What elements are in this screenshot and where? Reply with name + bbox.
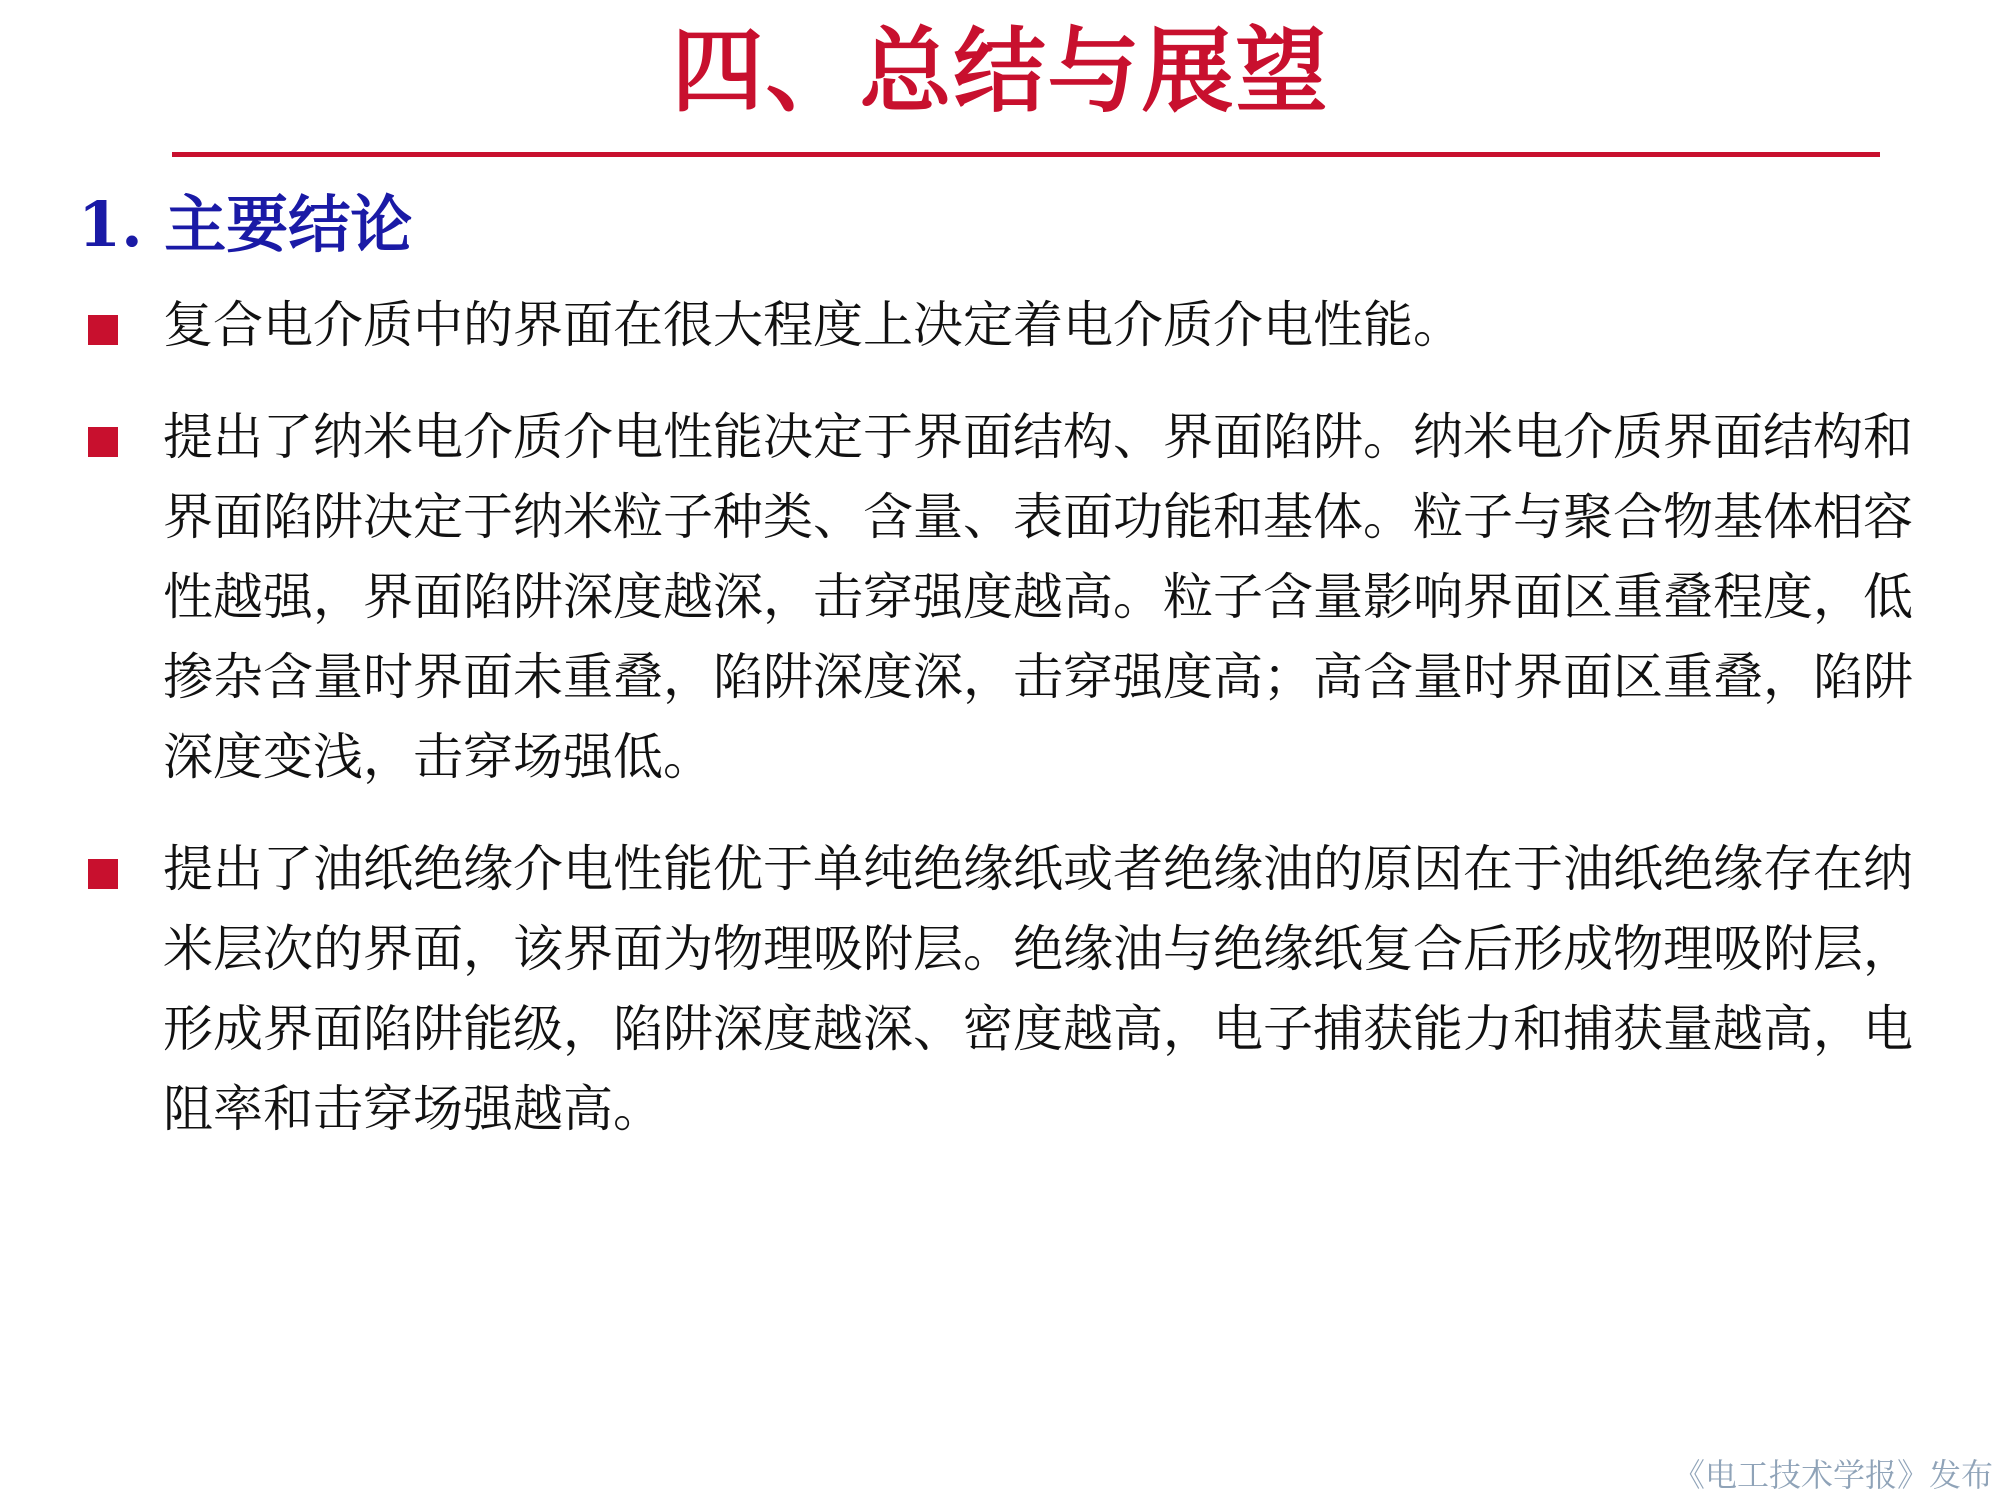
list-item (88, 397, 1948, 797)
square-bullet-icon (88, 427, 118, 457)
publisher-footer: 《电工技术学报》发布 (1672, 1456, 1993, 1494)
slide-title: 四、总结与展望 (671, 18, 1330, 125)
list-item-text: 提出了油纸绝缘介电性能优于单纯绝缘纸或者绝缘油的原因在于油纸绝缘存在纳米层次的界面，该界面为物理吸附层。绝缘油与绝缘纸复合后形成物理吸附层，形成界面陷阱能级，陷阱深度越深、密度越高，电子捕获能力和捕获量越高，电阻率和击穿场强越高。 (163, 840, 1913, 1138)
list-item-text: 提出了纳米电介质介电性能决定于界面结构、界面陷阱。纳米电介质界面结构和界面陷阱决定于纳米粒子种类、含量、表面功能和基体。粒子与聚合物基体相容性越强，界面陷阱深度越深，击穿强度越高。粒子含量影响界面区重叠程度，低掺杂含量时界面未重叠，陷阱深度深，击穿强度高；高含量时界面区重叠，陷阱深度变浅，击穿场强低。 (163, 408, 1913, 786)
section-heading: 1. 主要结论 (78, 188, 413, 261)
list-item (88, 285, 1948, 365)
square-bullet-icon (88, 859, 118, 889)
list-item-text: 复合电介质中的界面在很大程度上决定着电介质介电性能。 (163, 296, 1463, 354)
list-item (88, 829, 1948, 1149)
conclusion-list (88, 285, 1948, 1181)
square-bullet-icon (88, 315, 118, 345)
title-divider (172, 152, 1880, 157)
